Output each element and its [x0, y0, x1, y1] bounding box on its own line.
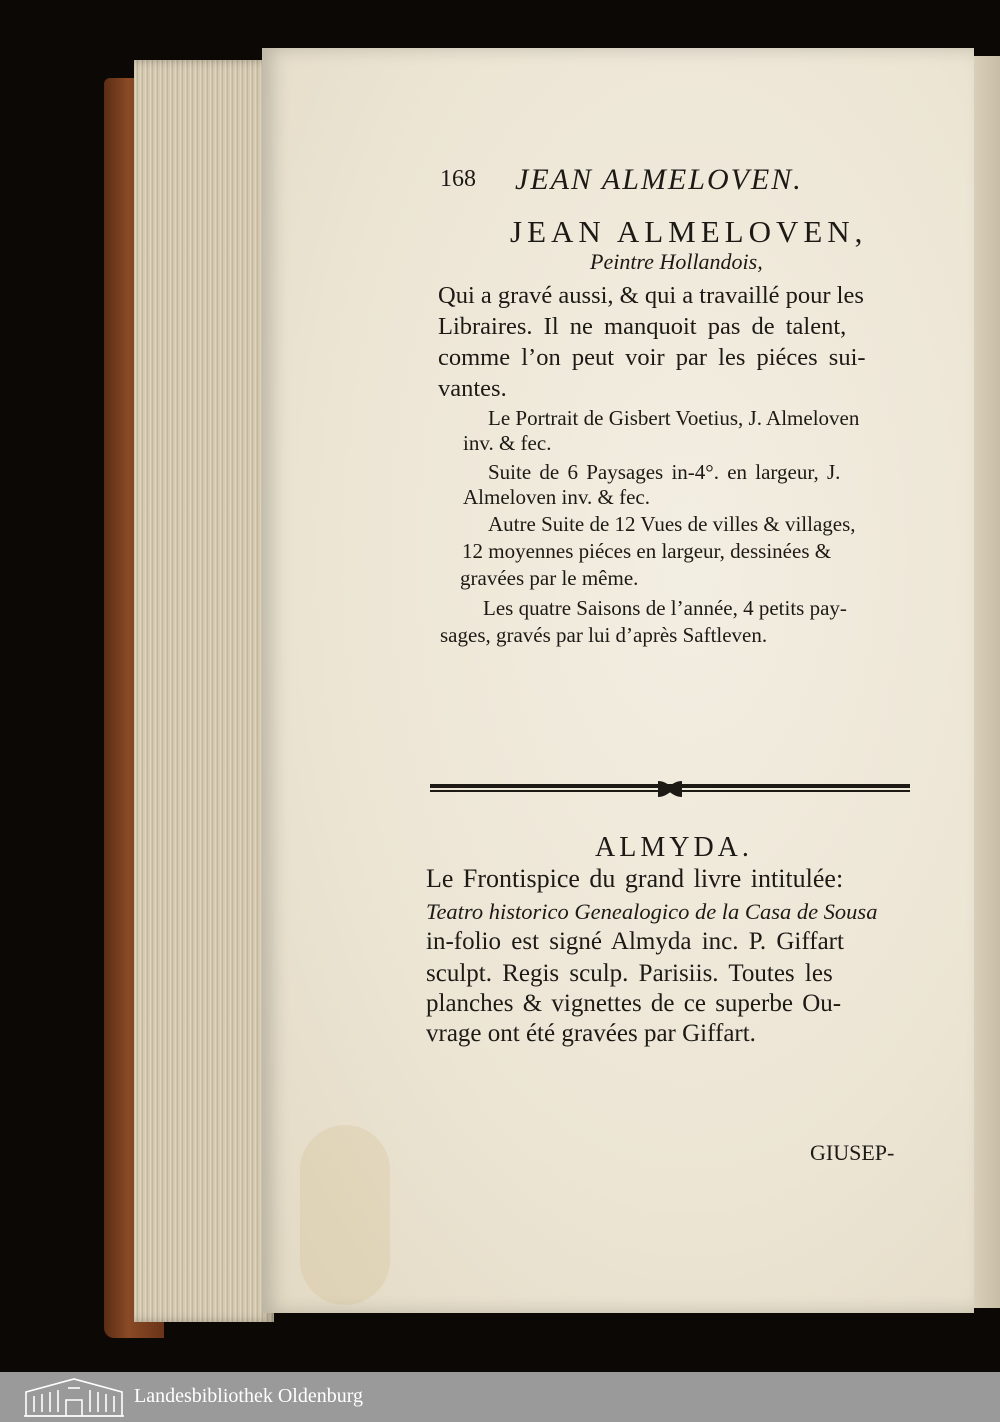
entry-subheading: Peintre Hollandois,	[590, 249, 763, 274]
work-line: inv. & fec.	[463, 431, 552, 455]
body-line: in-folio est signé Almyda inc. P. Giffart	[426, 928, 844, 955]
catchword: GIUSEP-	[810, 1140, 895, 1165]
work-line: Les quatre Saisons de l’année, 4 petits pay-	[483, 596, 847, 620]
work-line: sages, gravés par lui d’après Saftleven.	[440, 623, 768, 647]
paper-stain	[300, 1125, 390, 1305]
running-head: JEAN ALMELOVEN.	[515, 163, 803, 196]
work-line: Suite de 6 Paysages in-4°. en largeur, J.	[488, 460, 841, 484]
page-number: 168	[440, 166, 476, 192]
facing-page-edge	[972, 56, 1000, 1308]
body-line: Le Frontispice du grand livre intitulée:	[426, 864, 844, 893]
work-line: Le Portrait de Gisbert Voetius, J. Almeloven	[488, 406, 860, 430]
ornamental-rule	[430, 777, 910, 801]
work-line: gravées par le même.	[460, 566, 639, 590]
work-line: Almeloven inv. & fec.	[463, 485, 651, 509]
body-line: sculpt. Regis sculp. Parisiis. Toutes les	[426, 960, 833, 987]
page-edges	[134, 60, 274, 1322]
library-building-icon	[22, 1376, 126, 1418]
body-line: Libraires. Il ne manquoit pas de talent,	[438, 313, 847, 340]
body-line: comme l’on peut voir par les piéces sui-	[438, 344, 866, 371]
entry-heading-almeloven: JEAN ALMELOVEN,	[510, 214, 868, 249]
work-line: Autre Suite de 12 Vues de villes & villages,	[488, 512, 856, 536]
entry-heading-almyda: ALMYDA.	[595, 832, 753, 863]
body-line: Qui a gravé aussi, & qui a travaillé pour les	[438, 282, 864, 309]
body-line: Teatro historico Genealogico de la Casa de Sousa	[426, 899, 878, 924]
body-line: planches & vignettes de ce superbe Ou-	[426, 990, 842, 1017]
footer-bar	[0, 1372, 1000, 1422]
work-line: 12 moyennes piéces en largeur, dessinées &	[462, 539, 832, 563]
body-line: vantes.	[438, 375, 507, 402]
body-line: vrage ont été gravées par Giffart.	[426, 1020, 756, 1047]
footer-label: Landesbibliothek Oldenburg	[134, 1385, 364, 1407]
